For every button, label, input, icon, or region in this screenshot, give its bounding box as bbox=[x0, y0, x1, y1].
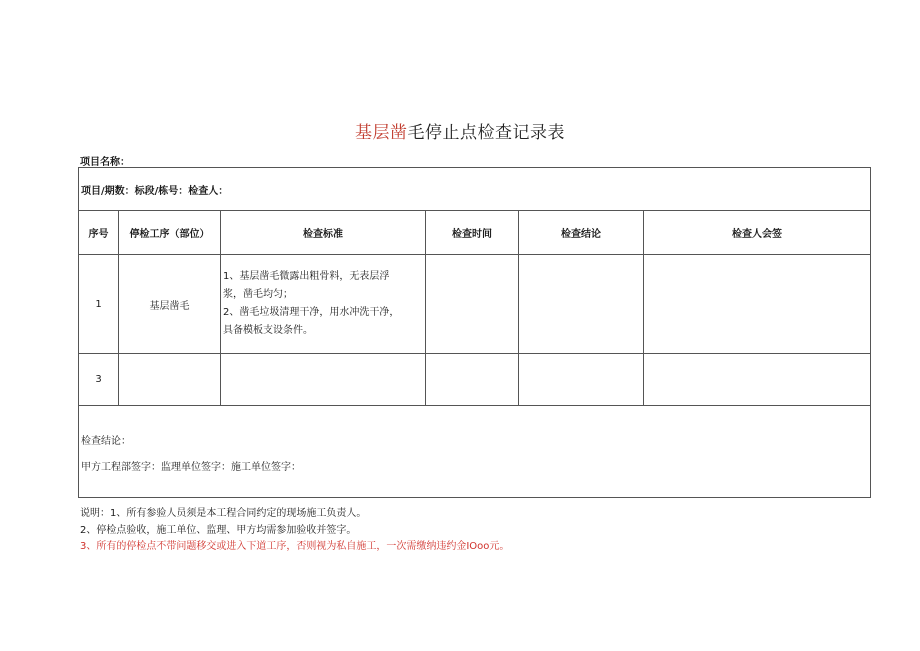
row-time[interactable] bbox=[426, 255, 519, 353]
meta-row bbox=[79, 168, 870, 211]
col-header-conclusion: 检查结论 bbox=[519, 211, 644, 254]
row-seq: 3 bbox=[79, 354, 119, 405]
signatures-line: 甲方工程部签字：监理单位签字：施工单位签字： bbox=[81, 462, 301, 473]
inspection-form-table bbox=[78, 167, 871, 498]
meta-line: 项目/期数：标段/栋号：检查人： bbox=[81, 186, 229, 197]
row-signature[interactable] bbox=[644, 255, 870, 353]
note-1: 说明：1、所有参验人员须是本工程合同约定的现场施工负责人。 bbox=[80, 508, 367, 519]
form-title-highlight: 基层凿 bbox=[355, 123, 408, 143]
note-2: 2、停检点验收，施工单位、监理、甲方均需参加验收并签字。 bbox=[80, 525, 357, 536]
row-standard[interactable] bbox=[221, 354, 426, 405]
standard-line: 2、凿毛垃圾清理干净，用水冲洗干净， bbox=[223, 307, 400, 318]
header-row bbox=[79, 211, 870, 255]
standard-line: 具备模板支设条件。 bbox=[223, 325, 313, 336]
col-header-signature: 检查人会签 bbox=[732, 229, 782, 240]
conclusion-block bbox=[79, 406, 870, 497]
row-seq: 1 bbox=[79, 255, 119, 353]
row-conclusion[interactable] bbox=[519, 354, 644, 405]
col-header-time: 检查时间 bbox=[426, 211, 519, 254]
row-time[interactable] bbox=[426, 354, 519, 405]
row-process[interactable] bbox=[119, 354, 221, 405]
col-header-standard: 检查标准 bbox=[221, 211, 426, 254]
form-title-rest: 毛停止点检查记录表 bbox=[407, 123, 565, 143]
standard-line: 1、基层凿毛微露出粗骨料，无表层浮 bbox=[223, 271, 390, 282]
standard-line: 浆，凿毛均匀； bbox=[223, 289, 293, 300]
conclusion-label: 检查结论： bbox=[81, 436, 131, 447]
project-name-label: 项目名称： bbox=[80, 157, 130, 168]
note-3: 3、所有的停检点不带问题移交或进入下道工序，否则视为私自施工，一次需缴纳违约金IOoo元。 bbox=[80, 541, 510, 552]
col-header-process: 停检工序（部位） bbox=[119, 211, 221, 254]
table-row bbox=[79, 354, 870, 406]
form-title bbox=[0, 118, 920, 143]
row-standard bbox=[221, 255, 426, 353]
row-signature[interactable] bbox=[644, 354, 870, 405]
col-header-seq: 序号 bbox=[79, 211, 119, 254]
table-row bbox=[79, 255, 870, 354]
row-conclusion[interactable] bbox=[519, 255, 644, 353]
row-process: 基层凿毛 bbox=[119, 255, 221, 353]
